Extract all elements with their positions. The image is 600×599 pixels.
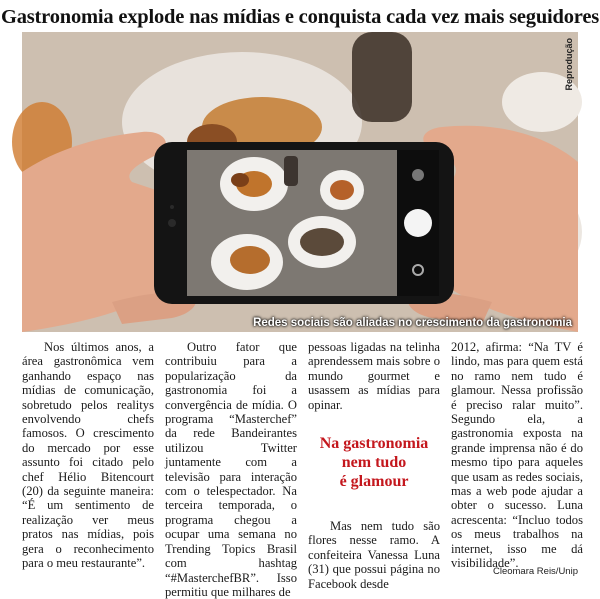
paragraph: Mas nem tudo são flores nesse ramo. A confeiteira Vanessa Luna (31) que possui página no Facebook desde [308, 519, 440, 591]
paragraph: Outro fator que contribuiu para a popularização da gastronomia foi a convergência de mídia. O programa “Masterchef” da rede Bandeirantes utilizou Twitter juntamente com a televisão para interação com o telespectador. Na terceira temporada, o programa chegou a ocupar uma semana no Trending Topics Brasil com hashtag “#MasterchefBR”. Isso permitiu que milhares de [165, 340, 297, 599]
article-body [22, 340, 583, 599]
paragraph: 2012, afirma: “Na TV é lindo, mas para quem está no ramo nem tudo é glamour. Nessa profissão é preciso ralar muito”. Segundo ela, a gastronomia exposta na grande imprensa não é do mesmo tipo para aqueles que usam as redes sociais, mas a web pode ajudar a obter o sucesso. Luna acrescenta: “Incluo todos os meus trabalhos na internet, isso me dá visibilidade”. [451, 340, 583, 571]
photo-caption: Redes sociais são aliadas no crescimento da gastronomia [253, 317, 572, 329]
paragraph: pessoas ligadas na telinha aprendessem mais sobre o mundo gourmet e usassem as mídias para opinar. [308, 340, 440, 412]
article-photo [22, 32, 578, 332]
subheading-line: Na gastronomia [319, 435, 429, 453]
column-1 [22, 340, 154, 571]
headline: Gastronomia explode nas mídias e conquista cada vez mais seguidores [0, 6, 600, 28]
photo-credit: Reprodução [564, 38, 574, 91]
subheading [308, 434, 440, 491]
hands-phone-food-illustration [22, 32, 578, 332]
paragraph: Nos últimos anos, a área gastronômica vem ganhando espaço nas mídias de comunicação, sobretudo pelos realitys envolvendo chefs famosos. O crescimento do mercado por esse assunto foi citado pelo chef Hélio Bitencourt (20) da seguinte maneira: “É um sentimento de realização ver meus pratos nas mídias, pois gera o reconhecimento para o meu restaurante”. [22, 340, 154, 571]
column-2 [165, 340, 297, 599]
subheading-line: é glamour [339, 473, 409, 491]
subheading-line: nem tudo [341, 454, 407, 472]
column-4 [451, 340, 583, 571]
author-credit: Cleomara Reis/Unip [492, 566, 578, 577]
column-3 [308, 340, 440, 591]
